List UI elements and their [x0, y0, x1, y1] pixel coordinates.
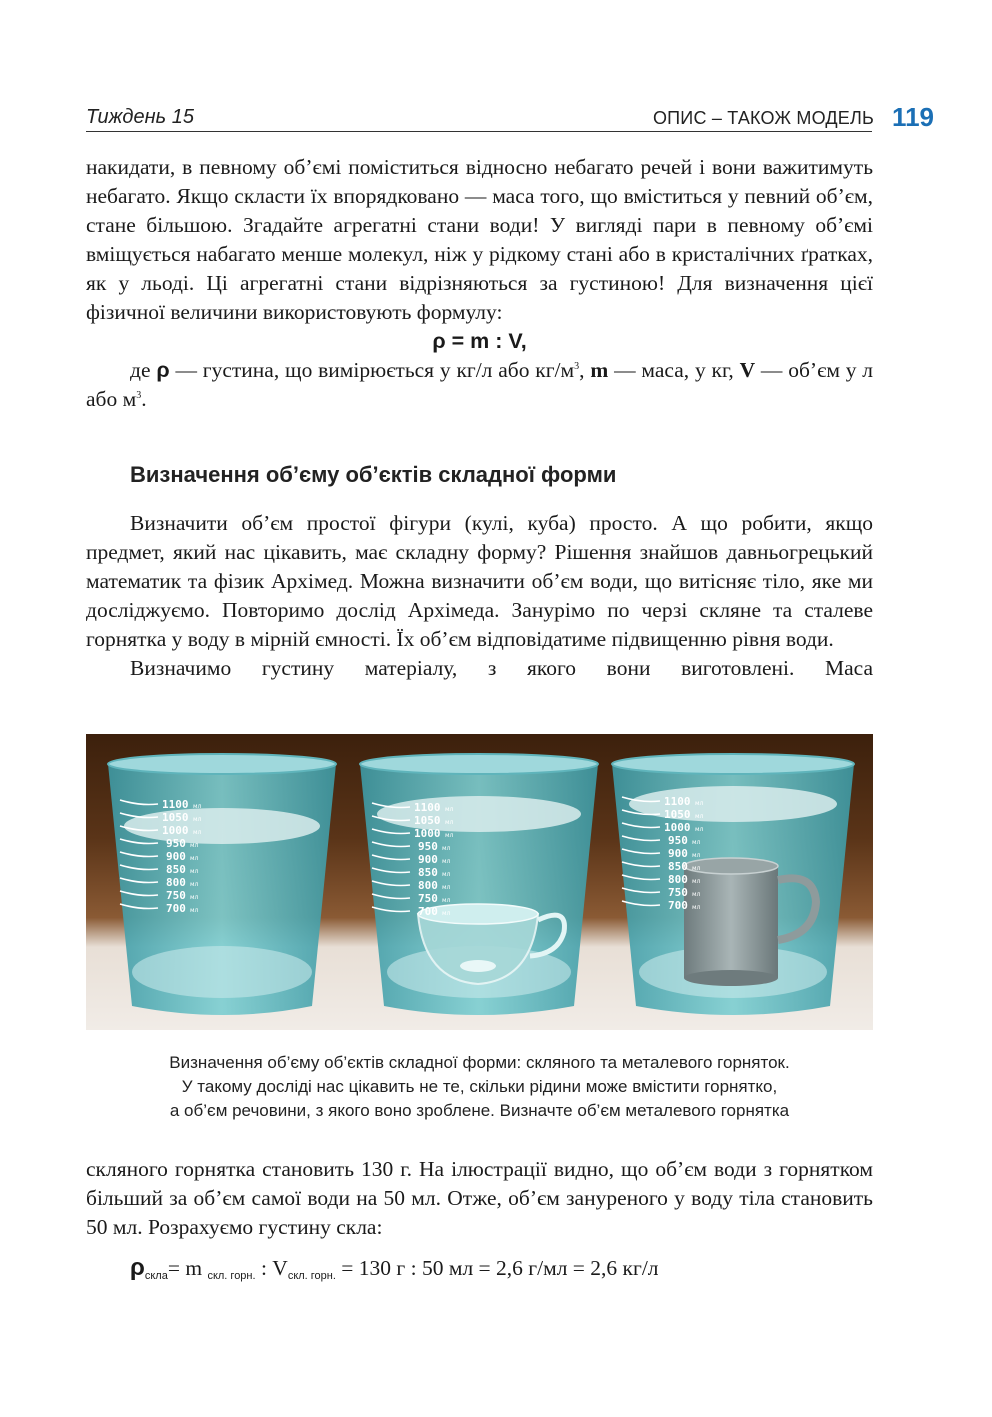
- def-text-1: — густина, що вимірюється у кг/л або кг/м: [175, 358, 575, 382]
- middle-text-block: [86, 509, 873, 683]
- scale-unit: мл: [692, 852, 701, 859]
- scale-unit: мл: [190, 894, 199, 901]
- scale-label: 1100: [664, 795, 691, 808]
- formula2-sub-m: скл. горн.: [207, 1270, 256, 1282]
- scale-unit: мл: [442, 897, 451, 904]
- caption-line-3: а об’єм речовини, з якого воно зроблене. Визначте об’єм металевого горнятка: [169, 1101, 790, 1120]
- scale-label: 700: [418, 905, 438, 918]
- scale-unit: мл: [190, 842, 199, 849]
- scale-unit: мл: [190, 855, 199, 862]
- def-v: V: [739, 358, 756, 382]
- scale-unit: мл: [193, 803, 202, 810]
- week-label: Тиждень 15: [86, 106, 194, 128]
- scale-label: 800: [668, 873, 688, 886]
- scale-label: 850: [418, 866, 438, 879]
- scale-unit: мл: [442, 845, 451, 852]
- scale-unit: мл: [190, 907, 199, 914]
- running-header: [86, 100, 934, 134]
- caption-line-2: У такому досліді нас цікавить не те, скільки рідини може вмістити горнятко,: [181, 1077, 778, 1096]
- section-heading: Визначення об’єму об’єктів складної форми: [130, 462, 617, 487]
- scale-label: 750: [166, 889, 186, 902]
- scale-unit: мл: [445, 832, 454, 839]
- bottom-text-block: [86, 1155, 873, 1242]
- scale-unit: мл: [442, 884, 451, 891]
- def-text-4: — об’єм у л або м: [86, 358, 874, 411]
- def-text-5: .: [141, 387, 147, 411]
- density-formula: [86, 327, 873, 356]
- header-rule: [86, 131, 872, 132]
- scale-label: 800: [166, 876, 186, 889]
- scale-label: 900: [418, 853, 438, 866]
- scale-label: 750: [668, 886, 688, 899]
- def-rho: ρ: [156, 358, 170, 382]
- scale-label: 800: [418, 879, 438, 892]
- scale-label: 850: [668, 860, 688, 873]
- scale-unit: мл: [442, 858, 451, 865]
- scale-unit: мл: [193, 829, 202, 836]
- scale-label: 1100: [162, 798, 189, 811]
- scale-label: 850: [166, 863, 186, 876]
- formula2-colon-v: : V: [260, 1256, 288, 1280]
- scale-label: 700: [668, 899, 688, 912]
- scale-unit: мл: [190, 881, 199, 888]
- page-number: 119: [892, 102, 934, 132]
- scale-unit: мл: [193, 816, 202, 823]
- beakers-svg: [86, 734, 873, 1030]
- water-surface-3: [629, 786, 837, 822]
- scale-unit: мл: [695, 826, 704, 833]
- scale-unit: мл: [692, 904, 701, 911]
- paragraph-density-start: Визначимо густину матеріалу, з якого вони виготовлені. Маса: [130, 656, 873, 680]
- scale-unit: мл: [190, 868, 199, 875]
- def-m: m: [590, 358, 609, 382]
- def-sup-1: 3: [574, 361, 580, 372]
- scale-unit: мл: [692, 839, 701, 846]
- scale-label: 1050: [162, 811, 189, 824]
- formula2-sub-v: скл. горн.: [287, 1270, 336, 1282]
- scale-label: 750: [418, 892, 438, 905]
- scale-label: 950: [166, 837, 186, 850]
- scale-label: 1000: [162, 824, 189, 837]
- scale-unit: мл: [442, 910, 451, 917]
- paragraph-archimedes: Визначити об’єм простої фігури (кулі, куба) просто. А що робити, якщо предмет, який нас цікавить, має складну форму? Рішення знайшов давньогрецький математик та фізик Архімед. Можна визначити об’єм води, що витісняє тіло, яке ми досліджуємо. Повторимо дослід Архімеда. Занурімо по черзі скляне та сталеве горнятка у воду в мірній ємності. Їх об’єм відповідатиме підвищенню рівня води.: [86, 511, 873, 651]
- scale-unit: мл: [445, 819, 454, 826]
- scale-label: 1050: [414, 814, 441, 827]
- scale-unit: мл: [442, 871, 451, 878]
- def-sup-2: 3: [136, 390, 142, 401]
- paragraph-intro: накидати, в певному об’ємі поміститься відносно небагато речей і вони важитимуть небагато. Якщо скласти їх впорядковано — маса того, що вміститься у певний об’єм, стане більшою. Згадайте агрегатні стани води! У вигляді пари в певному об’ємі вміщується набагато менше молекул, ніж у рідкому стані або в кристалічних ґратках, як у льоді. Ці агрегатні стани відрізняються за густиною! Для визначення цієї фізичної величини використовують формулу:: [86, 155, 873, 324]
- beakers-illustration: [86, 734, 873, 1030]
- scale-unit: мл: [692, 865, 701, 872]
- paragraph-mass: скляного горнятка становить 130 г. На ілюстрації видно, що об’єм води з горнятком більший за об’єм самої води на 50 мл. Отже, об’єм зануреного у воду тіла становить 50 мл. Розрахуємо густину скла:: [86, 1157, 873, 1239]
- formula-text: ρ = m : V,: [432, 329, 527, 353]
- def-text-2: ,: [579, 358, 585, 382]
- top-text-block: [86, 153, 873, 414]
- beaker-3: [612, 754, 854, 1015]
- scale-unit: мл: [692, 891, 701, 898]
- formula2-sub-rho: скла: [144, 1270, 168, 1282]
- scale-label: 1050: [664, 808, 691, 821]
- scale-label: 1000: [414, 827, 441, 840]
- formula2-rho: ρ: [130, 1254, 145, 1281]
- def-text-3: — маса, у кг,: [614, 358, 734, 382]
- scale-label: 900: [668, 847, 688, 860]
- beaker-2: [360, 754, 598, 1015]
- glass-density-formula: [130, 1254, 659, 1282]
- def-word: де: [130, 358, 151, 382]
- scale-unit: мл: [445, 806, 454, 813]
- scale-unit: мл: [695, 800, 704, 807]
- beaker-1: [108, 754, 336, 1015]
- formula2-eq-m: = m: [167, 1256, 203, 1280]
- scale-label: 950: [418, 840, 438, 853]
- water-surface-1: [124, 808, 320, 844]
- scale-label: 900: [166, 850, 186, 863]
- formula2-rest: = 130 г : 50 мл = 2,6 г/мл = 2,6 кг/л: [341, 1256, 659, 1280]
- water-surface-2: [377, 796, 581, 832]
- caption-line-1: Визначення об’єму об’єктів складної форми: скляного та металевого горняток.: [169, 1053, 790, 1072]
- figure-caption: [86, 1051, 873, 1123]
- section-title: ОПИС – ТАКОЖ МОДЕЛЬ: [652, 108, 874, 128]
- scale-label: 1000: [664, 821, 691, 834]
- formula-definition: [86, 356, 873, 414]
- scale-label: 950: [668, 834, 688, 847]
- scale-unit: мл: [692, 878, 701, 885]
- scale-label: 700: [166, 902, 186, 915]
- scale-label: 1100: [414, 801, 441, 814]
- scale-unit: мл: [695, 813, 704, 820]
